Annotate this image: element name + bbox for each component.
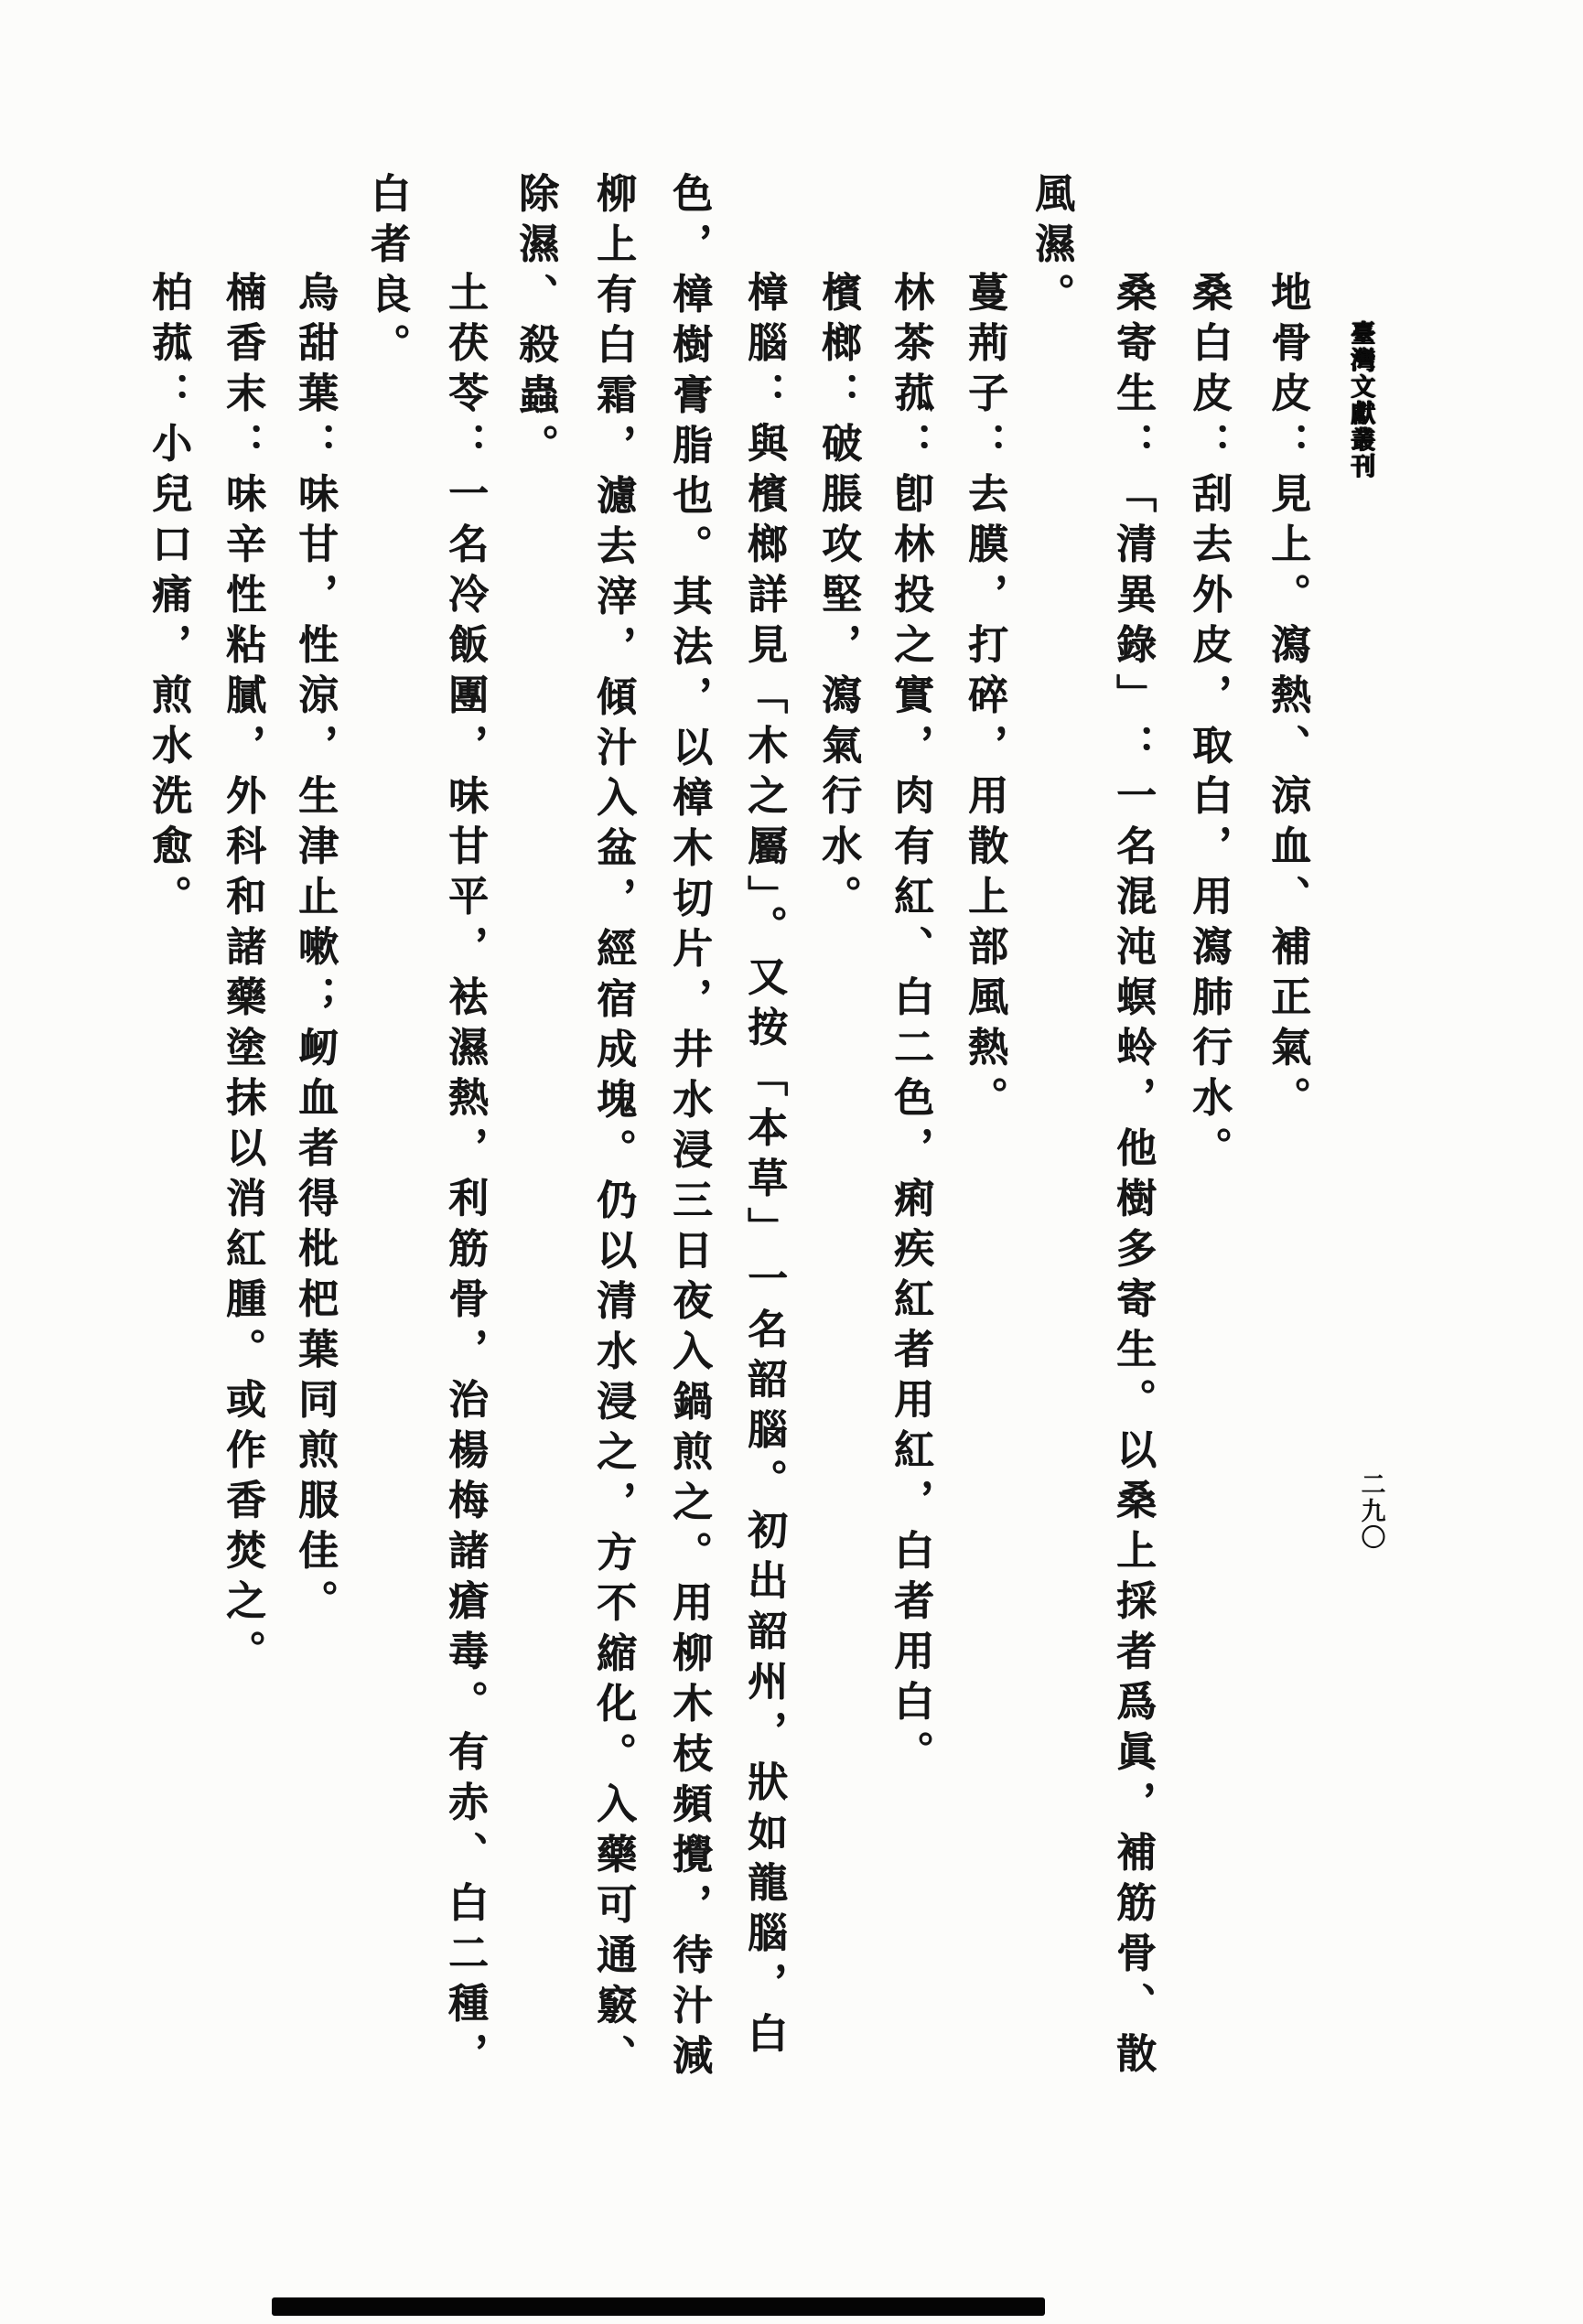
text-column-14: 烏甜葉：味甘，性涼，生津止嗽；衂血者得枇杷葉同煎服佳。: [292, 271, 337, 1630]
text-column-9: 色，樟樹膏脂也。其法，以樟木切片，井水浸三日夜入鍋煎之。用柳木枝頻攪，待汁減: [666, 172, 711, 2084]
text-column-11: 除濕、殺蟲。: [512, 172, 557, 474]
text-column-15: 楠香末：味辛性粘膩，外科和諸藥塗抹以消紅腫。或作香焚之。: [220, 271, 264, 1680]
text-column-2: 桑白皮：刮去外皮，取白，用瀉肺行水。: [1186, 271, 1231, 1177]
series-title: 臺灣文獻叢刊: [1347, 320, 1375, 479]
text-column-10: 柳上有白霜，濾去滓，傾汁入盆，經宿成塊。仍以清水浸之，方不縮化。入藥可通竅、: [590, 172, 635, 2084]
text-column-13: 白者良。: [364, 172, 409, 373]
text-column-12: 土茯苓：一名冷飯團，味甘平，袪濕熱，利筋骨，治楊梅諸瘡毒。有赤、白二種，: [442, 271, 487, 2082]
text-column-5: 蔓荊子：去膜，打碎，用散上部風熱。: [962, 271, 1007, 1126]
text-column-4: 風濕。: [1028, 172, 1073, 323]
text-column-8: 樟腦：與檳榔詳見「木之屬」。又按「本草」一名韶腦。初出韶州，狀如龍腦，白: [741, 271, 786, 2062]
text-column-1: 地骨皮：見上。瀉熱、涼血、補正氣。: [1265, 271, 1309, 1126]
text-column-3: 桑寄生：「清異錄」：一名混沌螟蛉，他樹多寄生。以桑上採者爲眞，補筋骨、散: [1110, 271, 1155, 2082]
text-column-7: 檳榔：破脹攻堅，瀉氣行水。: [815, 271, 860, 925]
text-column-6: 林茶菰：卽林投之實，肉有紅、白二色，痢疾紅者用紅，白者用白。: [888, 271, 932, 1781]
scan-artifact-bar: [272, 2297, 1045, 2316]
page-number: 二九〇: [1357, 1471, 1385, 1551]
text-column-16: 柏菰：小兒口痛，煎水洗愈。: [145, 271, 190, 925]
